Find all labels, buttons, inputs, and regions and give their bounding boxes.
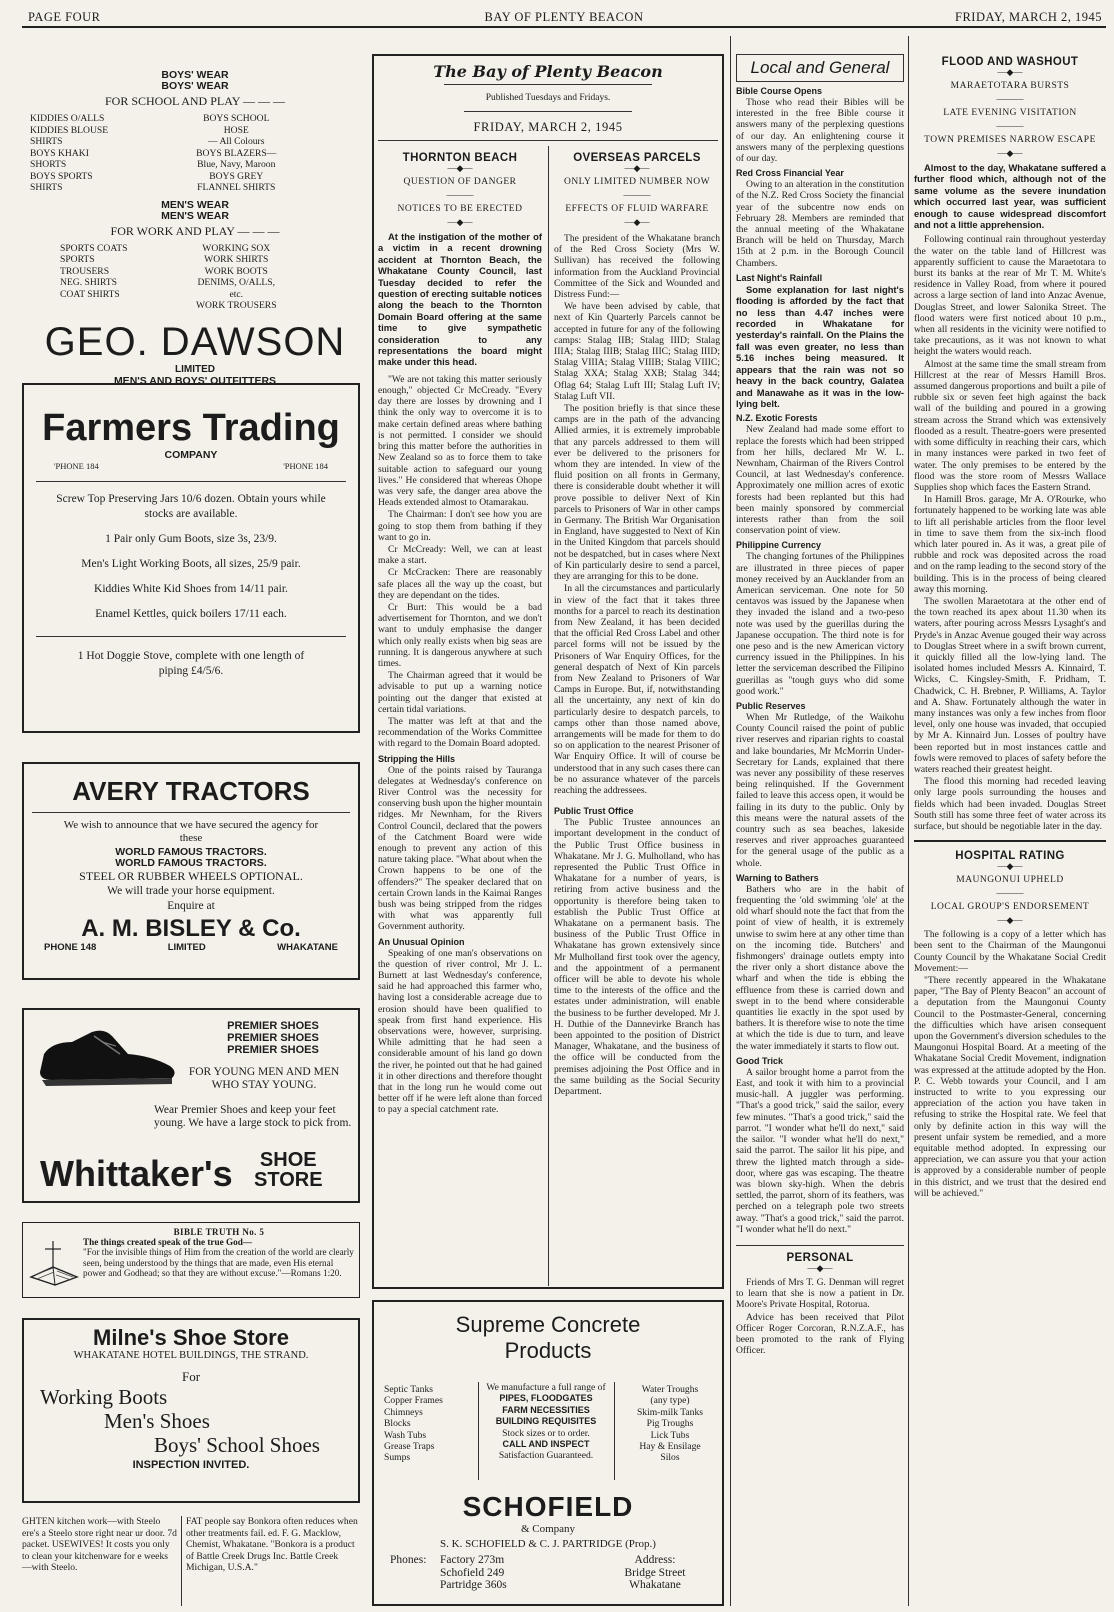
store-word: STORE	[254, 1169, 323, 1191]
hospital-headline: HOSPITAL RATING	[955, 850, 1065, 863]
farmers-name: Farmers Trading	[42, 407, 340, 449]
concrete-right-item-4: Pig Troughs	[646, 1418, 694, 1430]
thornton-sub-2: NOTICES TO BE ERECTED	[397, 204, 523, 214]
address-item-2: Whakatane	[629, 1579, 681, 1591]
flood-headline: FLOOD AND WASHOUT	[941, 56, 1079, 68]
column-divider-4	[908, 36, 909, 1606]
thornton-dash-1: —◆—	[447, 163, 473, 173]
hospital-para-2: "There recently appeared in the Whakatane paper, "The Bay of Plenty Beacon" an account of a deputation from the Maungonui County Council to the Postmaster-General, concerning the difficulties which have arisen consequent upon the Government's diversion schedules to the Maungonui Hospital Board. At a meeting of the Whakatane Social Credit Movement, indignation was expressed at the attitude adopted by the Hon. P. C. Webb towards your Council, and I am instructed to write to you expressing our appreciation of the action you have taken in refusing to strike the Hospital rate. We feel that only by definite action in this way will the present unfair system be remedied, and a more equitable method adopted. In expressing our appreciation, we can assure you that your action is approved by a considerable number of people in this district, and we trust that the desired end will be achieved."	[914, 975, 1106, 1199]
avery-enquire: Enquire at	[167, 900, 215, 912]
editorial-column-divider	[548, 146, 549, 1286]
dawson-name: GEO. DAWSON	[44, 319, 346, 364]
mens-left-item-1: SPORTS COATS	[60, 242, 128, 254]
boys-items	[30, 113, 360, 194]
avery-famous-1: WORLD FAMOUS TRACTORS.	[115, 846, 267, 858]
premier-3: PREMIER SHOES	[227, 1044, 319, 1056]
boys-right-list	[195, 113, 360, 194]
local-item-text-2: Owing to an alteration in the constitution of the N.Z. Red Cross Society the financial year of the subcentre now ends on February 28. Members are reminded that the annual meeting of the Whakatane Branch will be held on Thursday, March 15th at 2 p.m. in the Borough Council Chambers.	[736, 179, 904, 269]
boys-left-item-3: BOYS KHAKI SHORTS	[30, 147, 89, 170]
overseas-para-3: The position briefly is that since these camps are in the path of the advancing Allied armies, it is extremely improbable that any parcels addressed to them will ever be delivered to the prisoners for whom they are intended. In view of the fluid position on all fronts in Germany, there is considerable doubt whether it will prove possible to deliver Next of Kin parcels to Prisoners of War in other camps in Germany. The British War Organisation in England, have suggested to Next of Kin in the United Kingdom that parcels should not be despatched, but in cases where Next of Kin particularly desire to send a parcel, they are arranging for this to be done.	[554, 403, 720, 583]
hospital-dash-3: —◆—	[997, 915, 1023, 926]
concrete-bold-list	[482, 1393, 610, 1427]
boys-left-item-1: KIDDIES O/ALLS	[30, 113, 105, 124]
flood-sub-2: LATE EVENING VISITATION	[943, 108, 1077, 118]
concrete-bold-item-3: BUILDING REQUISITES	[495, 1416, 597, 1427]
boys-right-item-5: BOYS GREY FLANNEL SHIRTS	[197, 170, 276, 193]
stripping-hills-heading: Stripping the Hills	[378, 753, 456, 764]
book-icon	[27, 1237, 81, 1287]
local-item-text-5: The changing fortunes of the Philippines are illustrated in three pieces of paper money received by an Aucklander from an American serviceman. One note for 50 centavos was issued by the Japanese when they invaded the island and a two-peso note was used by the guerillas during the Japanese occupation. The third note is for one peso and is the new American victory currency issued in the Philippines. In his letter the serviceman described the Filipino guerillas as "tough guys who did some good work."	[736, 551, 904, 697]
concrete-left-item-5: Wash Tubs	[384, 1429, 427, 1441]
mens-items	[30, 243, 360, 312]
thornton-para-5: Cr Burt: This would be a bad advertisement for Thornton, and we don't want to unduly emphasise the danger which only really exists when big seas are running. It is dangerous anywhere at such times.	[378, 601, 542, 669]
phone-item-2: Schofield 249	[440, 1566, 505, 1579]
boys-for-line: FOR SCHOOL AND PLAY — — —	[104, 94, 286, 108]
flood-dash-3: ———	[996, 121, 1024, 131]
boys-left-item-4: BOYS SPORTS SHIRTS	[30, 170, 93, 193]
shoe-illustration	[32, 1020, 182, 1095]
mens-left-list	[30, 243, 195, 312]
avery-famous-2: WORLD FAMOUS TRACTORS.	[115, 857, 267, 869]
concrete-right-item-5: Lick Tubs	[650, 1429, 690, 1441]
boys-wear-heading-2: BOYS' WEAR	[161, 80, 229, 92]
boys-right-item-4: Blue, Navy, Maroon	[197, 159, 276, 170]
overseas-dash-3: —◆—	[624, 217, 650, 227]
flood-washout-article	[914, 54, 1106, 1606]
schofield-phones	[390, 1554, 507, 1591]
avery-town: WHAKATANE	[277, 942, 338, 953]
farmers-line-2: 1 Pair only Gum Boots, size 3s, 23/9.	[105, 533, 277, 545]
unusual-opinion-heading: An Unusual Opinion	[378, 936, 465, 947]
mens-right-item-3: WORK BOOTS	[204, 265, 268, 277]
avery-title: AVERY TRACTORS	[72, 776, 310, 806]
dawson-advert	[30, 69, 360, 387]
thornton-para-3: Cr McCready: Well, we can at least make a start.	[378, 543, 542, 567]
flood-dash-2: ———	[996, 94, 1024, 104]
unusual-opinion-text: Speaking of one man's observations on the question of river control, Mr J. L. Burnett at last Wednesday's conference, said he had approached this farmer who, having lost a considerable acreage due to erosion should have been qualified to speak from first hand experience. His observations were, however, surprising. While admitting that he had seen a considerable amount of his land go down the river, he pointed out that he had gained it in other directions and therefore thought that in the long run he would come out better off if he were left alone than forced to pay a special catchment rate.	[378, 947, 542, 1116]
personal-para-1: Friends of Mrs T. G. Denman will regret to learn that she is now a patient in Dr. Moore's Private Hospital, Rotorua.	[736, 1276, 904, 1311]
personal-para-2: Advice has been received that Pilot Officer Roger Corcoran, R.N.Z.A.F., has been promoted to the rank of Flying Officer.	[736, 1311, 904, 1357]
boys-right-item-3: BOYS BLAZERS—	[196, 147, 277, 159]
address-label: Address:	[634, 1554, 676, 1566]
premier-2: PREMIER SHOES	[227, 1032, 319, 1044]
thornton-para-4: Cr McCracken: There are reasonably safe places all the way up the coast, but they are dependant on the tides.	[378, 567, 542, 601]
concrete-right-list	[620, 1384, 720, 1464]
milne-invite: INSPECTION INVITED.	[132, 1459, 250, 1471]
farmers-line-1: Screw Top Preserving Jars 10/6 dozen. Obtain yours while stocks are available.	[56, 493, 326, 520]
flood-para-3: In Hamill Bros. garage, Mr A. O'Rourke, who fortunately happened to be working late was able to lift all perishable articles from the floor level in time to save them from the six-inch flood which later poured in. As it was, a great pile of rubble and rock was deposited across the road and on the ramp leading to the second story of the building. This is in the process of being cleared away this morning.	[914, 494, 1106, 595]
overseas-para-2: We have been advised by cable, that next of Kin Quarterly Parcels cannot be accepted in future for any of the following camps: Stalag IIB; Stalag IIID; Stalag IIIA; Stalag IIIB; Stalag IIIC; Stalag IIID; Stalag VIIIA; Stalag VIIIB; Stalag VIIIC; Stalag XXA; Stalag XXB; Stalag 344; Oflag 64; Stalag Luft III; Stalag Luft IV; Stalag Luft VII.	[554, 301, 720, 402]
concrete-left-item-4: Blocks	[384, 1418, 411, 1430]
bonkora-advert: FAT people say Bonkora often reduces when other treatments fail. ed. F. G. Macklow, Chemist, Whakatane. "Bonkora is a product of Battle Creek Drugs Inc. Battle Creek Michigan, U.S.A."	[186, 1516, 358, 1574]
editorial-section	[372, 54, 724, 1289]
bible-title: BIBLE TRUTH No. 5	[173, 1227, 265, 1237]
paper-title: BAY OF PLENTY BEACON	[484, 10, 644, 24]
milne-line-1: Working Boots	[40, 1385, 168, 1409]
flood-dash-4: —◆—	[997, 148, 1023, 158]
concrete-title-2: Products	[504, 1338, 592, 1363]
whittaker-advert	[22, 1008, 360, 1203]
whittaker-wear: Wear Premier Shoes and keep your feet young. We have a large stock to pick from.	[154, 1104, 352, 1129]
thornton-sub-1: QUESTION OF DANGER	[403, 177, 517, 187]
supreme-concrete-advert	[372, 1300, 724, 1606]
bible-truth-box	[22, 1222, 360, 1298]
farmers-line-4: Kiddies White Kid Shoes from 14/11 pair.	[94, 583, 288, 595]
page-date: FRIDAY, MARCH 2, 1945	[955, 10, 1102, 24]
personal-dash: —◆—	[807, 1262, 833, 1273]
local-item-text-8: A sailor brought home a parrot from the East, and took it with him to a provincial music-hall. A juggler was performing. "That's a good trick," said the sailor, every few minutes. "That's a good trick," said the parrot. "I wonder what he'll do next," said the sailor. "I wonder what he'll do next," said the parrot. The sailor lit his pipe, and threw the lighted match through a side-door, where gas was escaping. The theatre was blown sky-high. When the debris settled, the parrot, shorn of its feathers, was perched on a telegraph pole two streets away. "That's a good trick," said the parrot. "I wonder what he'll do next."	[736, 1066, 904, 1235]
bible-line-1: The things created speak of the true God—	[83, 1237, 253, 1247]
milne-address: WHAKATANE HOTEL BUILDINGS, THE STRAND.	[73, 1350, 309, 1361]
farmers-line-6: 1 Hot Doggie Stove, complete with one length of piping £4/5/6.	[77, 650, 305, 677]
concrete-left-item-3: Chimneys	[384, 1406, 423, 1418]
hospital-para-1: The following is a copy of a letter which has been sent to the Chairman of the Maungonui County Council by the Whakatane Social Credit Movement:—	[914, 929, 1106, 974]
bible-line-2: "For the invisible things of Him from the creation of the world are clearly seen, being understood by the things that are made, even His eternal power and Godhead; so that they are without excuse."—Romans 1:20.	[83, 1247, 354, 1279]
thornton-para-1: "We are not taking this matter seriously enough," objected Cr McCready. "Every day there are losses by drowning and I think the only way to overcome it is to make certain defined areas where bathing is not permitted. I consider we should bring this matter before the authorities in New Zealand so as to force them to take suitable action to safeguard our young lives." He considered that whereas Ohope was very safe, the danger area above the Heads extended almost to Otamarakau.	[378, 373, 542, 509]
schofield-name: SCHOFIELD	[462, 1491, 634, 1522]
thornton-lead: At the instigation of the mother of a victim in a recent drowning accident at Thornton Beach, the Whakatane County Council, last Tuesday decided to refer the question of erecting suitable notices along the beach to the Thornton Domain Board offering at the same time to give sympathetic consideration to any representations the board might make under this head.	[378, 231, 542, 368]
local-item-text-1: Those who read their Bibles will be interested in the free Bible course it answers many of the perplexing questions of our day. An enlightening course it answers many of the perplexing questions of our day.	[736, 97, 904, 165]
premier-1: PREMIER SHOES	[227, 1020, 319, 1032]
phone-item-3: Partridge 360s	[440, 1579, 507, 1591]
bible-text	[83, 1227, 355, 1279]
avery-bisley-name: A. M. BISLEY & Co.	[81, 915, 301, 942]
local-item-text-4: New Zealand had made some effort to replace the forests which had been stripped from her hills, declared Mr W. L. Newnham, Chairman of the Rivers Control Council, at last Wednesday's conference. Approximately one million acres of exotic forests had been replanted but this had been mainly sponsored by commercial interests rather than from the soil conservation point of view.	[736, 424, 904, 537]
stripping-hills-body	[378, 765, 542, 933]
avery-trade: We will trade your horse equipment.	[107, 885, 275, 897]
public-trust-text: The Public Trustee announces an important development in the conduct of the Public Trust Office business in Whakatane. Mr J. G. Mulholland, who has represented the Public Trust Office in Whakatane for a number of years, is retiring from active business and the opportunity is therefore being taken to establish the Public Trust Office at Whakatane on a permanent basis. The business of the Public Trust Office in Whakatane has grown extensively since Mr Mulholland first took over the agency, and the appointment of a permanent officer will be able to devote his whole time to the interests of the office and the estates under administration, will enable the business to be further developed. Mr J. H. Duthie of the Dannevirke Branch has been appointed to the position of District Manager, Whakatane, and the business of the office will be conducted from the premises adjoining the Post Office and in the same building as the Social Security Department.	[554, 817, 720, 1098]
overseas-para-1: The president of the Whakatane branch of the Red Cross Society (Mrs W. Sullivan) has received the following information from the Auckland Provincial Committee of the Sick and Wounded and Distress Fund:—	[554, 233, 720, 301]
concrete-right-item-7: Silos	[660, 1452, 680, 1464]
address-item-1: Bridge Street	[624, 1566, 686, 1579]
thornton-beach-article	[378, 148, 542, 1286]
mens-for-line: FOR WORK AND PLAY — — —	[110, 223, 280, 238]
editorial-rule	[378, 140, 718, 141]
concrete-left-item-2: Copper Frames	[384, 1395, 443, 1407]
avery-intro: We wish to announce that we have secured the agency for these	[63, 819, 319, 844]
overseas-para-4: In all the circumstances and particularly in view of the fact that it takes three months for a parcel to reach its destination from New Zealand, it has been decided that the official Red Cross Label and other parcel forms will not be issued by the Prisoners of War Enquiry Offices, for the general despatch of Next of Kin parcels from New Zealand to Prisoners of War Camps in Europe. But, if, notwithstanding all the uncertainty, any next of kin do particularly desire to despatch parcels, to camps other than those named above, arrangements will be made for them to do so on application to the nearest Prisoner of War Enquiry Office. It will of course be understood that in any such cases there can be no assurance whatever of the parcels reaching the addressees.	[554, 583, 720, 796]
public-trust-body	[554, 817, 720, 1097]
premier-block	[188, 1020, 358, 1056]
concrete-left-item-6: Grease Traps	[384, 1441, 435, 1453]
phones-list	[440, 1554, 560, 1592]
flood-para-2: Almost at the same time the small stream from Hillcrest at the rear of Messrs Hamill Bros. assumed dangerous proportions and built a pile of rubble six or seven feet high against the back wall of the building and poured in a growing stream across the Strand which was extensively flooded as a result. Theatre-goers were presented with some difficulty in reaching their cars, which in many instances were parked in two feet of water. The only premises to be entered by the flood was the store room of Messrs Wallace Supplies shop which faces the Eastern Strand.	[914, 358, 1106, 493]
milne-for: For	[181, 1369, 201, 1384]
whittaker-name: Whittaker's	[40, 1153, 233, 1194]
local-item-heading-2: Red Cross Financial Year	[736, 168, 844, 179]
editorial-nameplate: The Bay of Plenty Beacon	[433, 62, 663, 81]
farmers-phone-right: 'PHONE 184	[283, 461, 328, 471]
concrete-satisfaction: Satisfaction Guaranteed.	[498, 1450, 594, 1462]
milne-name: Milne's Shoe Store	[93, 1325, 289, 1350]
thornton-para-2: The Chairman: I don't see how you are going to stop them from bathing if they want to go in.	[378, 509, 542, 543]
schofield-props: S. K. SCHOFIELD & C. J. PARTRIDGE (Prop.)	[440, 1538, 656, 1550]
farmers-company: COMPANY	[164, 449, 218, 461]
thornton-dash-3: —◆—	[447, 217, 473, 227]
boys-right-item-1: BOYS SCHOOL HOSE	[203, 113, 270, 136]
public-trust-heading: Public Trust Office	[554, 806, 634, 817]
concrete-left-list	[384, 1384, 474, 1464]
shoe-store-block	[254, 1150, 323, 1190]
thornton-para-7: The matter was left at that and the recommendation of the Works Committee with regard to the Domain Board adopted.	[378, 715, 542, 750]
mens-right-list	[195, 243, 360, 312]
farmers-phones	[24, 461, 358, 475]
address-list	[600, 1567, 710, 1592]
concrete-stock: Stock sizes or to order.	[502, 1427, 590, 1439]
concrete-divider-1	[478, 1382, 479, 1480]
local-item-heading-8: Good Trick	[736, 1055, 784, 1066]
farmers-line-5: Enamel Kettles, quick boilers 17/11 each.	[95, 608, 287, 620]
local-item-heading-5: Philippine Currency	[736, 540, 822, 551]
overseas-body	[554, 233, 720, 796]
thornton-dash-2: ———	[446, 190, 474, 200]
page-number: PAGE FOUR	[28, 10, 101, 24]
stripping-hills-text: One of the points raised by Tauranga delegates at Wednesday's conference on River Control was the necessity for conserving bush upon the higher mountain ridges. Mr Newnham, for the Rivers Control Council, declared that the powers of the Catchment Board were wide enough to prevent any action of this nature taking place. "What about when the Crown happens to be one of the offenders?" The speaker declared that on certain Crown lands in the Kaimai Ranges bush was being stripped from the ridges with what was apparently full Government authority.	[378, 764, 542, 933]
hospital-body	[914, 929, 1106, 1199]
local-general-title: Local and General	[736, 54, 904, 82]
local-item-heading-7: Warning to Bathers	[736, 872, 819, 883]
mens-left-item-3: NEG. SHIRTS	[60, 277, 117, 288]
mens-wear-heading-2: MEN'S WEAR	[161, 209, 229, 222]
local-item-heading-4: N.Z. Exotic Forests	[736, 413, 818, 424]
editorial-date: FRIDAY, MARCH 2, 1945	[473, 120, 623, 134]
local-item-heading-1: Bible Course Opens	[736, 86, 823, 96]
concrete-right-item-3: Skim-milk Tanks	[636, 1406, 704, 1418]
local-item-text-7: Bathers who are in the habit of frequenting the 'old swimming 'ole' at the old wharf should note the fact that from the point of view of health, it is extremely unwise to swim here at any other time than on the incoming tide. Butchers' and fishmongers' drainage outlets empty into the river only a short distance above the wharf and when the tide is ebbing the effluence from these is carried down and swept in to the bend where considerable quantities lie exactly in the spot used by bathers. It is therefore wise to note the time at which the tide is due to turn, and leave the water immediately it starts to flow out.	[736, 883, 904, 1052]
overseas-dash-1: —◆—	[624, 163, 650, 173]
farmers-line-3: Men's Light Working Boots, all sizes, 25/9 pair.	[81, 558, 301, 570]
phone-item-1: Factory 273m	[440, 1554, 505, 1566]
flood-body	[914, 234, 1106, 832]
avery-limited: LIMITED	[167, 942, 206, 953]
page-masthead	[22, 6, 1106, 28]
personal-body	[736, 1277, 904, 1356]
boys-right-item-2: — All Colours	[207, 136, 265, 147]
avery-phone: PHONE 148	[44, 942, 97, 953]
concrete-intro: We manufacture a full range of	[486, 1382, 606, 1393]
concrete-left-item-7: Sumps	[384, 1452, 411, 1464]
concrete-title-1: Supreme Concrete	[455, 1312, 641, 1337]
phones-label: Phones:	[390, 1554, 427, 1566]
flood-sub-3: TOWN PREMISES NARROW ESCAPE	[924, 135, 1096, 145]
milne-shoe-store-advert	[22, 1318, 360, 1503]
hospital-rating-article	[914, 840, 1106, 1199]
flood-dash-1: —◆—	[997, 67, 1023, 77]
personal-heading: PERSONAL	[736, 1245, 904, 1264]
concrete-call: CALL AND INSPECT	[502, 1439, 590, 1450]
farmers-trading-advert	[22, 383, 360, 733]
concrete-right-item-1: Water Troughs	[641, 1384, 699, 1395]
steelo-advert: GHTEN kitchen work—with Steelo ere's a Steelo store right near ur door. 7d packet. USEWIVES! It costs you only to clean your kitchenware for e weeks—with Steelo.	[22, 1516, 182, 1606]
concrete-bold-item-1: PIPES, FLOODGATES	[499, 1393, 593, 1404]
thornton-body	[378, 374, 542, 750]
thornton-para-6: The Chairman agreed that it would be advisable to put up a warning notice pointing out the danger that existed at certain tidal variations.	[378, 670, 542, 715]
mens-right-item-1: WORKING SOX	[202, 242, 271, 254]
avery-footer	[24, 942, 358, 953]
concrete-divider-2	[614, 1382, 615, 1480]
schofield-co: & Company	[520, 1523, 576, 1535]
dawson-limited: LIMITED	[175, 363, 215, 375]
avery-tractors-advert	[22, 762, 360, 980]
farmers-phone-left: 'PHONE 184	[54, 461, 99, 471]
hospital-dash-2: ———	[996, 888, 1024, 899]
concrete-middle	[482, 1382, 610, 1462]
hospital-sub-2: LOCAL GROUP'S ENDORSEMENT	[930, 902, 1090, 913]
concrete-left-item-1: Septic Tanks	[384, 1384, 433, 1395]
flood-para-1: Following continual rain throughout yesterday the water on the table land of Hillcrest was apparently sufficient to cause the Maraetotara to burst its banks at the rear of Mr T. M. White's residence in Valley Road, from where it poured across a large section of land into Anzac Avenue, Douglas Street, and lower Salonika Street. The flood waters were first noticed about 10 p.m., when all residents in the vicinity were notified to take precautions, as it was not known to what height the waters would reach.	[914, 234, 1106, 358]
avery-wheels: STEEL OR RUBBER WHEELS OPTIONAL.	[79, 869, 303, 883]
flood-para-4: The swollen Maraetotara at the other end of the town reached its apex about 11.30 when its waters, after pouring across Messrs Lysaght's and Pryde's in Anzac Avenue gouged their way across to Douglas Street where in a swift brown current, it quickly filled all the low-lying land. The isolated homes included Messrs A. Kinnaird, T. Wicks, C. Kingsley-Smith, F. Pridham, T. Chadwick, C. H. Brebner, P. Williams, A. Taylor and A. Shaw. Fortunately although the water in many instances was only a few inches from floor level, only one house was invaded, that occupied by Mr A. Kinnaird Jun. Losses of poultry have been reported but in most instances cattle and fowls were removed to places of safety before the waters reached their greatest height.	[914, 595, 1106, 775]
hospital-dash-1: —◆—	[997, 861, 1023, 872]
local-items	[736, 86, 904, 1235]
unusual-opinion-body	[378, 948, 542, 1116]
local-item-text-6: When Mr Rutledge, of the Waikohu County Council raised the point of public river reserves and riparian rights to coastal and lake boundaries, Mr McMorrin Under-Secretary for Lands, explained that there was never any possibility of these reserves being relinquished. If the Government failed to leave this access open, it would be failing in its duty to the public. Only by this means were the natural assets of the country such as sea beaches, lakeside reserves and river approaches guaranteed for the general usage of the public as a whole.	[736, 711, 904, 869]
concrete-right-item-6: Hay & Ensilage	[639, 1441, 701, 1453]
column-divider-3	[730, 36, 731, 1606]
flood-sub-1: MARAETOTARA BURSTS	[950, 81, 1070, 91]
thornton-headline: THORNTON BEACH	[402, 152, 518, 164]
hospital-sub-1: MAUNGONUI UPHELD	[956, 875, 1064, 886]
mens-right-item-4: DENIMS, O/ALLS, etc.	[197, 277, 276, 300]
shoe-word: SHOE	[259, 1149, 317, 1171]
mens-left-item-2: SPORTS TROUSERS	[60, 254, 110, 277]
concrete-bold-item-2: FARM NECESSITIES	[502, 1404, 590, 1415]
boys-left-item-2: KIDDIES BLOUSE SHIRTS	[30, 124, 109, 147]
milne-line-2: Men's Shoes	[104, 1409, 210, 1433]
milne-line-3: Boys' School Shoes	[154, 1433, 320, 1457]
dawson-tagline: MEN'S AND BOYS' OUTFITTERS	[113, 374, 277, 387]
boys-left-list	[30, 113, 195, 194]
mens-wear-heading: MEN'S WEAR	[161, 198, 229, 211]
local-item-text-3: Some explanation for last night's flooding is afforded by the fact that no less than 4.47 inches were recorded in Whakatane for yesterday's rainfall. On the Plains the fall was even greater, no less than 5.16 inches being measured. It appears that the rain was not so heavy in the back country, Galatea and Manawahe as it was in the low-lying belt.	[736, 283, 904, 409]
local-item-heading-3: Last Night's Rainfall	[736, 272, 823, 283]
whittaker-for: FOR YOUNG MEN AND MEN WHO STAY YOUNG.	[188, 1066, 340, 1091]
schofield-address	[600, 1554, 710, 1592]
local-and-general-column	[736, 54, 904, 1606]
mens-left-item-4: COAT SHIRTS	[60, 288, 120, 300]
flood-lead: Almost to the day, Whakatane suffered a further flood which, although not of the same volume as the severe inundation which occurred last year, was sufficient enough to cause widespread discomfort and not a little apprehension.	[914, 162, 1106, 231]
overseas-dash-2: ———	[623, 190, 651, 200]
local-item-heading-6: Public Reserves	[736, 700, 806, 711]
concrete-right-item-2: (any type)	[650, 1395, 690, 1407]
overseas-parcels-article	[554, 148, 720, 1286]
boys-wear-heading: BOYS' WEAR	[161, 69, 229, 81]
mens-right-item-5: WORK TROUSERS	[195, 300, 277, 311]
mens-right-item-2: WORK SHIRTS	[204, 254, 269, 265]
overseas-sub-1: ONLY LIMITED NUMBER NOW	[563, 177, 711, 187]
overseas-sub-2: EFFECTS OF FLUID WARFARE	[565, 204, 709, 214]
published-line: Published Tuesdays and Fridays.	[485, 93, 611, 103]
flood-para-5: The flood this morning had receded leaving only large pools surrounding the houses and fields which had been invaded. Douglas Street South still has some three feet of water across its surface, but should be negotiable later in the day.	[914, 776, 1106, 832]
overseas-headline: OVERSEAS PARCELS	[573, 152, 701, 164]
